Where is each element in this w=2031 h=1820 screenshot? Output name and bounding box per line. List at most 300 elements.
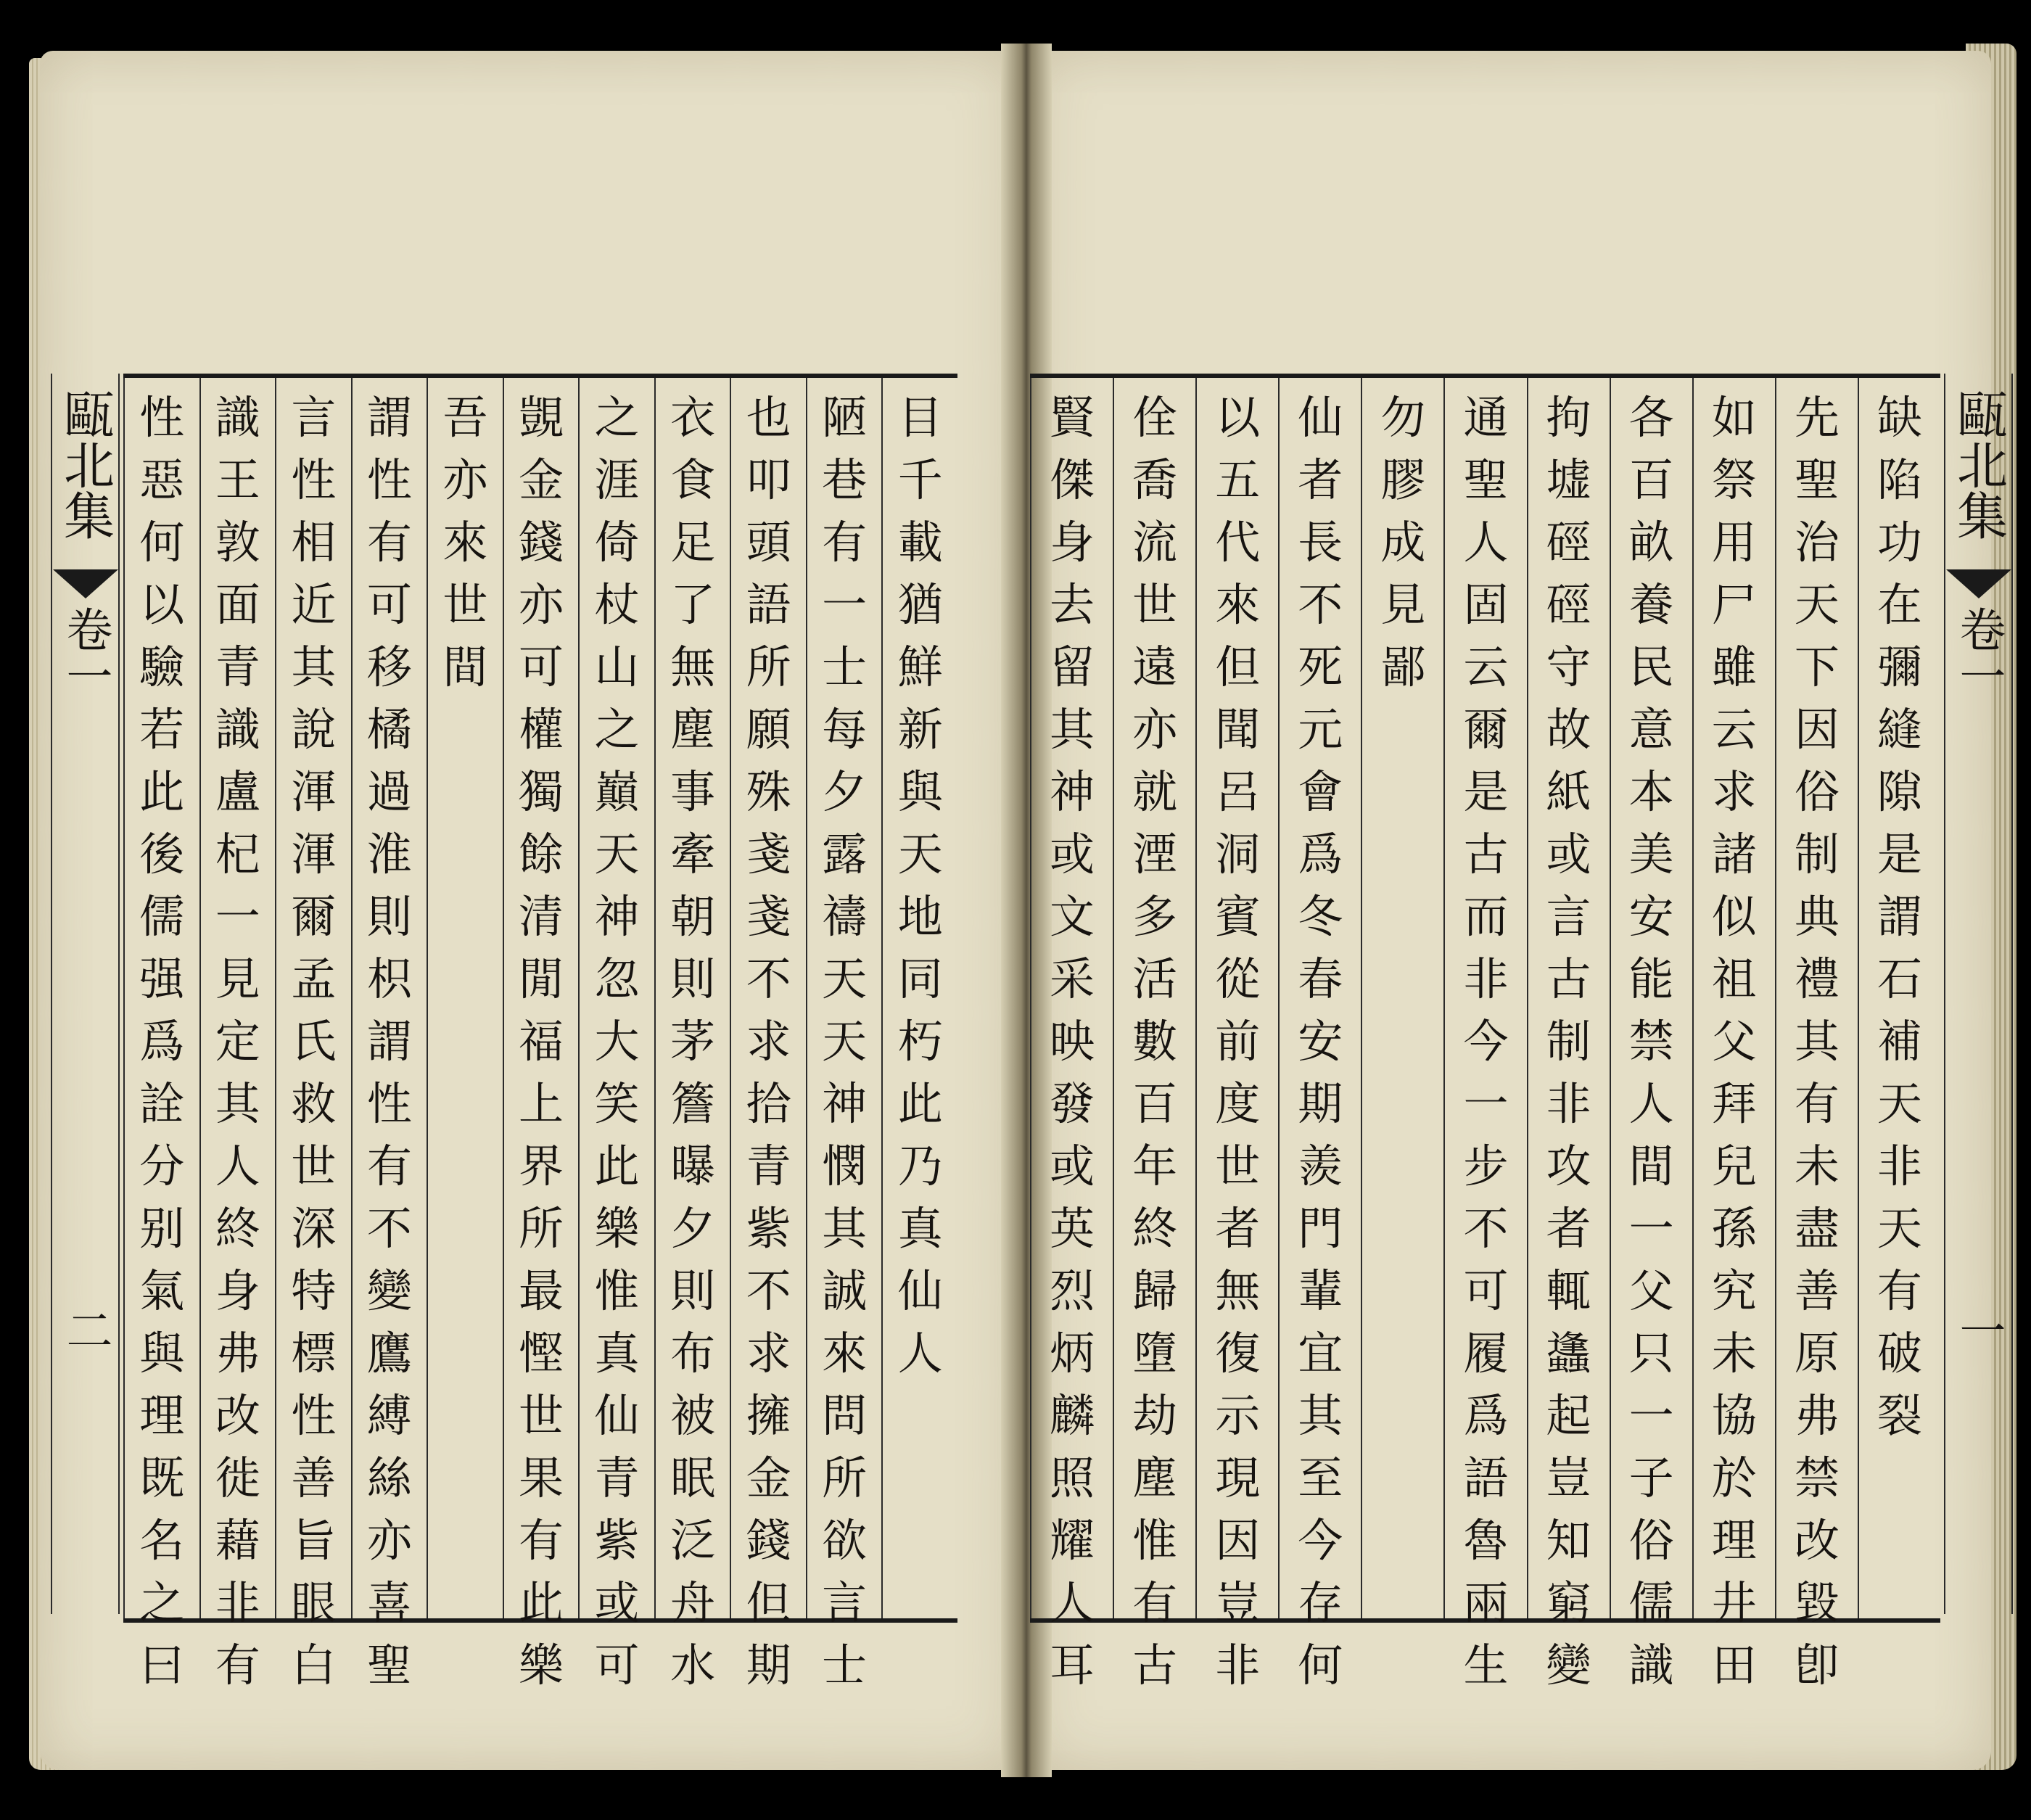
character: 性 (139, 391, 185, 444)
character: 來 (822, 1327, 868, 1380)
character: 性 (291, 453, 337, 506)
character: 云 (1463, 641, 1509, 693)
character: 乃 (897, 1140, 943, 1193)
character: 戔 (746, 828, 791, 881)
character: 發 (1050, 1077, 1095, 1130)
character: 簷 (670, 1077, 716, 1130)
character: 上 (518, 1077, 564, 1130)
right-text-frame (1030, 374, 1940, 1692)
character: 杖 (594, 578, 640, 631)
character: 亦 (1132, 703, 1178, 756)
character: 俗 (1794, 765, 1840, 818)
character: 制 (1546, 1015, 1591, 1068)
text-column (1443, 378, 1526, 1692)
character: 特 (291, 1264, 337, 1317)
character: 下 (1794, 641, 1840, 693)
character: 同 (897, 952, 943, 1005)
character: 性 (366, 1077, 412, 1130)
character: 青 (215, 641, 260, 693)
character: 深 (291, 1202, 337, 1255)
character: 世 (442, 578, 488, 631)
character: 可 (594, 1639, 640, 1692)
character: 天 (822, 952, 868, 1005)
character: 天 (594, 828, 640, 881)
character: 陋 (822, 391, 868, 444)
character: 地 (897, 890, 943, 943)
character: 慳 (518, 1327, 564, 1380)
character: 名 (139, 1514, 185, 1567)
character: 其 (1050, 703, 1095, 756)
character: 善 (291, 1452, 337, 1504)
character: 改 (1794, 1514, 1840, 1567)
character: 樂 (594, 1202, 640, 1255)
character: 水 (670, 1639, 716, 1692)
character: 佺 (1132, 391, 1178, 444)
character: 子 (1628, 1452, 1674, 1504)
character: 枳 (366, 952, 412, 1005)
character: 在 (1876, 578, 1922, 631)
character: 淮 (366, 828, 412, 881)
character: 鄙 (1380, 641, 1426, 693)
character: 惟 (1132, 1514, 1178, 1567)
character: 理 (139, 1389, 185, 1442)
character: 叩 (746, 453, 791, 506)
character: 以 (1215, 391, 1261, 444)
character: 墟 (1546, 453, 1591, 506)
character: 有 (215, 1639, 260, 1692)
character: 會 (1298, 765, 1343, 818)
character: 清 (518, 890, 564, 943)
character: 新 (897, 703, 943, 756)
character: 眼 (291, 1576, 337, 1629)
character: 吾 (442, 391, 488, 444)
page-number: 一 (1951, 1306, 2006, 1353)
character: 此 (897, 1077, 943, 1130)
character: 真 (897, 1202, 943, 1255)
character: 裂 (1876, 1389, 1922, 1442)
character: 數 (1132, 1015, 1178, 1068)
character: 養 (1628, 578, 1674, 631)
character: 士 (822, 641, 868, 693)
character: 其 (822, 1202, 868, 1255)
character: 拘 (1546, 391, 1591, 444)
character: 足 (670, 516, 716, 569)
character: 百 (1132, 1077, 1178, 1130)
character: 墮 (1132, 1327, 1178, 1380)
character: 呂 (1215, 765, 1261, 818)
character: 能 (1628, 952, 1674, 1005)
character: 果 (518, 1452, 564, 1504)
character: 從 (1215, 952, 1261, 1005)
character: 父 (1711, 1015, 1757, 1068)
character: 履 (1463, 1327, 1509, 1380)
character: 安 (1298, 1015, 1343, 1068)
character: 言 (1546, 890, 1591, 943)
character: 者 (1546, 1202, 1591, 1255)
character: 湮 (1132, 828, 1178, 881)
text-column (1361, 378, 1443, 1618)
character: 事 (670, 765, 716, 818)
character: 或 (1050, 828, 1095, 881)
character: 是 (1876, 828, 1922, 881)
character: 則 (670, 952, 716, 1005)
character: 過 (366, 765, 412, 818)
character: 語 (746, 578, 791, 631)
character: 攻 (1546, 1140, 1591, 1193)
character: 今 (1463, 1015, 1509, 1068)
character: 去 (1050, 578, 1095, 631)
character: 世 (291, 1140, 337, 1193)
character: 見 (1380, 578, 1426, 631)
character: 孟 (291, 952, 337, 1005)
character: 與 (139, 1327, 185, 1380)
text-column (199, 378, 276, 1692)
character: 人 (215, 1140, 260, 1193)
character: 一 (1628, 1202, 1674, 1255)
character: 魯 (1463, 1514, 1509, 1567)
character: 人 (1463, 516, 1509, 569)
character: 但 (746, 1576, 791, 1629)
character: 性 (366, 453, 412, 506)
text-column (1692, 378, 1775, 1692)
character: 有 (518, 1514, 564, 1567)
character: 戔 (746, 890, 791, 943)
character: 所 (822, 1452, 868, 1504)
character: 性 (291, 1389, 337, 1442)
character: 古 (1463, 828, 1509, 881)
character: 民 (1628, 641, 1674, 693)
character: 敦 (215, 516, 260, 569)
character: 世 (1132, 578, 1178, 631)
character: 則 (670, 1264, 716, 1317)
character: 天 (897, 828, 943, 881)
page-number: 二 (58, 1306, 112, 1353)
character: 忽 (594, 952, 640, 1005)
text-column (1858, 378, 1940, 1618)
character: 者 (1298, 453, 1343, 506)
character: 曰 (139, 1639, 185, 1692)
character: 善 (1794, 1264, 1840, 1317)
character: 問 (822, 1389, 868, 1442)
character: 五 (1215, 453, 1261, 506)
character: 有 (1794, 1077, 1840, 1130)
character: 成 (1380, 516, 1426, 569)
character: 此 (518, 1576, 564, 1629)
character: 度 (1215, 1077, 1261, 1130)
character: 生 (1463, 1639, 1509, 1692)
character: 前 (1215, 1015, 1261, 1068)
character: 鷹 (366, 1327, 412, 1380)
text-column (503, 378, 579, 1692)
text-column (1775, 378, 1858, 1692)
character: 可 (1463, 1264, 1509, 1317)
text-column (275, 378, 351, 1692)
character: 紙 (1546, 765, 1591, 818)
character: 福 (518, 1015, 564, 1068)
character: 隙 (1876, 765, 1922, 818)
character: 窮 (1546, 1576, 1591, 1629)
character: 采 (1050, 952, 1095, 1005)
character: 諸 (1711, 828, 1757, 881)
character: 亦 (366, 1514, 412, 1567)
character: 非 (1215, 1639, 1261, 1692)
character: 因 (1215, 1514, 1261, 1567)
character: 渾 (291, 765, 337, 818)
character: 安 (1628, 890, 1674, 943)
character: 非 (1876, 1140, 1922, 1193)
character: 猶 (897, 578, 943, 631)
character: 亦 (518, 578, 564, 631)
character: 神 (1050, 765, 1095, 818)
character: 爲 (1463, 1389, 1509, 1442)
character: 求 (746, 1327, 791, 1380)
character: 人 (1628, 1077, 1674, 1130)
character: 牽 (670, 828, 716, 881)
character: 故 (1546, 703, 1591, 756)
character: 祭 (1711, 453, 1757, 506)
character: 現 (1215, 1452, 1261, 1504)
character: 驗 (139, 641, 185, 693)
character: 流 (1132, 516, 1178, 569)
character: 衣 (670, 391, 716, 444)
character: 朽 (897, 1015, 943, 1068)
character: 近 (291, 578, 337, 631)
character: 耳 (1050, 1639, 1095, 1692)
character: 未 (1794, 1140, 1840, 1193)
text-column (1278, 378, 1361, 1692)
character: 之 (594, 391, 640, 444)
character: 之 (594, 703, 640, 756)
character: 傑 (1050, 453, 1095, 506)
character: 歸 (1132, 1264, 1178, 1317)
character: 有 (1132, 1576, 1178, 1629)
character: 則 (366, 890, 412, 943)
character: 終 (215, 1202, 260, 1255)
character: 門 (1298, 1202, 1343, 1255)
character: 破 (1876, 1327, 1922, 1380)
character: 杞 (215, 828, 260, 881)
character: 紫 (746, 1202, 791, 1255)
character: 救 (291, 1077, 337, 1130)
character: 金 (518, 453, 564, 506)
character: 多 (1132, 890, 1178, 943)
character: 覬 (518, 391, 564, 444)
character: 究 (1711, 1264, 1757, 1317)
character: 强 (139, 952, 185, 1005)
character: 豈 (1546, 1452, 1591, 1504)
character: 映 (1050, 1015, 1095, 1068)
character: 曝 (670, 1140, 716, 1193)
character: 活 (1132, 952, 1178, 1005)
character: 青 (746, 1140, 791, 1193)
character: 輒 (1546, 1264, 1591, 1317)
character: 聖 (1463, 453, 1509, 506)
character: 千 (897, 453, 943, 506)
character: 爲 (1298, 828, 1343, 881)
character: 一 (215, 890, 260, 943)
character: 石 (1876, 952, 1922, 1005)
character: 了 (670, 578, 716, 631)
character: 卽 (1794, 1639, 1840, 1692)
character: 神 (594, 890, 640, 943)
character: 長 (1298, 516, 1343, 569)
left-text-frame (123, 374, 957, 1692)
character: 士 (822, 1639, 868, 1692)
character: 先 (1794, 391, 1840, 444)
text-column (1113, 378, 1195, 1692)
character: 渾 (291, 828, 337, 881)
margin-title: 甌北集 (55, 388, 115, 540)
character: 劫 (1132, 1389, 1178, 1442)
character: 補 (1876, 1015, 1922, 1068)
character: 文 (1050, 890, 1095, 943)
character: 非 (215, 1576, 260, 1629)
character: 氏 (291, 1015, 337, 1068)
character: 有 (1876, 1264, 1922, 1317)
character: 原 (1794, 1327, 1840, 1380)
text-column (123, 378, 199, 1692)
character: 至 (1298, 1452, 1343, 1504)
character: 可 (518, 641, 564, 693)
character: 真 (594, 1327, 640, 1380)
character: 氣 (139, 1264, 185, 1317)
character: 求 (1711, 765, 1757, 818)
character: 蠭 (1546, 1327, 1591, 1380)
character: 樂 (518, 1639, 564, 1692)
character: 爾 (1463, 703, 1509, 756)
character: 求 (746, 1015, 791, 1068)
character: 禱 (822, 890, 868, 943)
character: 俗 (1628, 1514, 1674, 1567)
character: 言 (291, 391, 337, 444)
text-column (654, 378, 730, 1692)
character: 橘 (366, 703, 412, 756)
character: 大 (594, 1015, 640, 1068)
character: 就 (1132, 765, 1178, 818)
character: 仙 (594, 1389, 640, 1442)
character: 塵 (670, 703, 716, 756)
character: 倚 (594, 516, 640, 569)
character: 只 (1628, 1327, 1674, 1380)
character: 無 (1215, 1264, 1261, 1317)
character: 元 (1298, 703, 1343, 756)
character: 識 (215, 703, 260, 756)
character: 不 (1463, 1202, 1509, 1255)
character: 是 (1463, 765, 1509, 818)
character: 理 (1711, 1514, 1757, 1567)
character: 說 (291, 703, 337, 756)
character: 移 (366, 641, 412, 693)
character: 天 (1876, 1202, 1922, 1255)
character: 協 (1711, 1389, 1757, 1442)
character: 宜 (1298, 1327, 1343, 1380)
character: 目 (897, 391, 943, 444)
character: 拾 (746, 1077, 791, 1130)
character: 陷 (1876, 453, 1922, 506)
character: 紫 (594, 1514, 640, 1567)
character: 用 (1711, 516, 1757, 569)
character: 欲 (822, 1514, 868, 1567)
character: 輩 (1298, 1264, 1343, 1317)
character: 非 (1546, 1077, 1591, 1130)
text-column (1527, 378, 1610, 1692)
volume-label: 卷一 (1951, 606, 2006, 699)
character: 未 (1711, 1327, 1757, 1380)
character: 藉 (215, 1514, 260, 1567)
character: 天 (1876, 1077, 1922, 1130)
character: 閒 (518, 952, 564, 1005)
character: 典 (1794, 890, 1840, 943)
character: 兒 (1711, 1140, 1757, 1193)
character: 山 (594, 641, 640, 693)
fishtail-mark (53, 569, 118, 598)
character: 識 (215, 391, 260, 444)
character: 聞 (1215, 703, 1261, 756)
character: 者 (1215, 1202, 1261, 1255)
character: 憫 (822, 1140, 868, 1193)
character: 儒 (139, 890, 185, 943)
character: 尸 (1711, 578, 1757, 631)
character: 詮 (139, 1077, 185, 1130)
character: 改 (215, 1389, 260, 1442)
character: 盡 (1794, 1202, 1840, 1255)
character: 其 (1298, 1389, 1343, 1442)
character: 來 (442, 516, 488, 569)
character: 井 (1711, 1576, 1757, 1629)
text-column (1195, 378, 1278, 1692)
character: 謂 (1876, 890, 1922, 943)
character: 見 (215, 952, 260, 1005)
character: 縫 (1876, 703, 1922, 756)
character: 意 (1628, 703, 1674, 756)
character: 復 (1215, 1327, 1261, 1380)
character: 期 (746, 1639, 791, 1692)
character: 一 (822, 578, 868, 631)
character: 惡 (139, 453, 185, 506)
character: 徙 (215, 1452, 260, 1504)
character: 食 (670, 453, 716, 506)
character: 餘 (518, 828, 564, 881)
character: 祖 (1711, 952, 1757, 1005)
character: 起 (1546, 1389, 1591, 1442)
character: 或 (1546, 828, 1591, 881)
character: 每 (822, 703, 868, 756)
character: 所 (518, 1202, 564, 1255)
character: 神 (822, 1077, 868, 1130)
character: 人 (897, 1327, 943, 1380)
character: 勿 (1380, 391, 1426, 444)
character: 最 (518, 1264, 564, 1317)
character: 知 (1546, 1514, 1591, 1567)
character: 而 (1463, 890, 1509, 943)
character: 其 (215, 1077, 260, 1130)
character: 舟 (670, 1576, 716, 1629)
character: 古 (1546, 952, 1591, 1005)
character: 變 (366, 1264, 412, 1317)
character: 喜 (366, 1576, 412, 1629)
character: 豈 (1215, 1576, 1261, 1629)
character: 冬 (1298, 890, 1343, 943)
character: 識 (1628, 1639, 1674, 1692)
character: 殊 (746, 765, 791, 818)
character: 爾 (291, 890, 337, 943)
character: 若 (139, 703, 185, 756)
character: 烈 (1050, 1264, 1095, 1317)
character: 或 (1050, 1140, 1095, 1193)
character: 古 (1132, 1639, 1178, 1692)
character: 别 (139, 1202, 185, 1255)
character: 變 (1546, 1639, 1591, 1692)
